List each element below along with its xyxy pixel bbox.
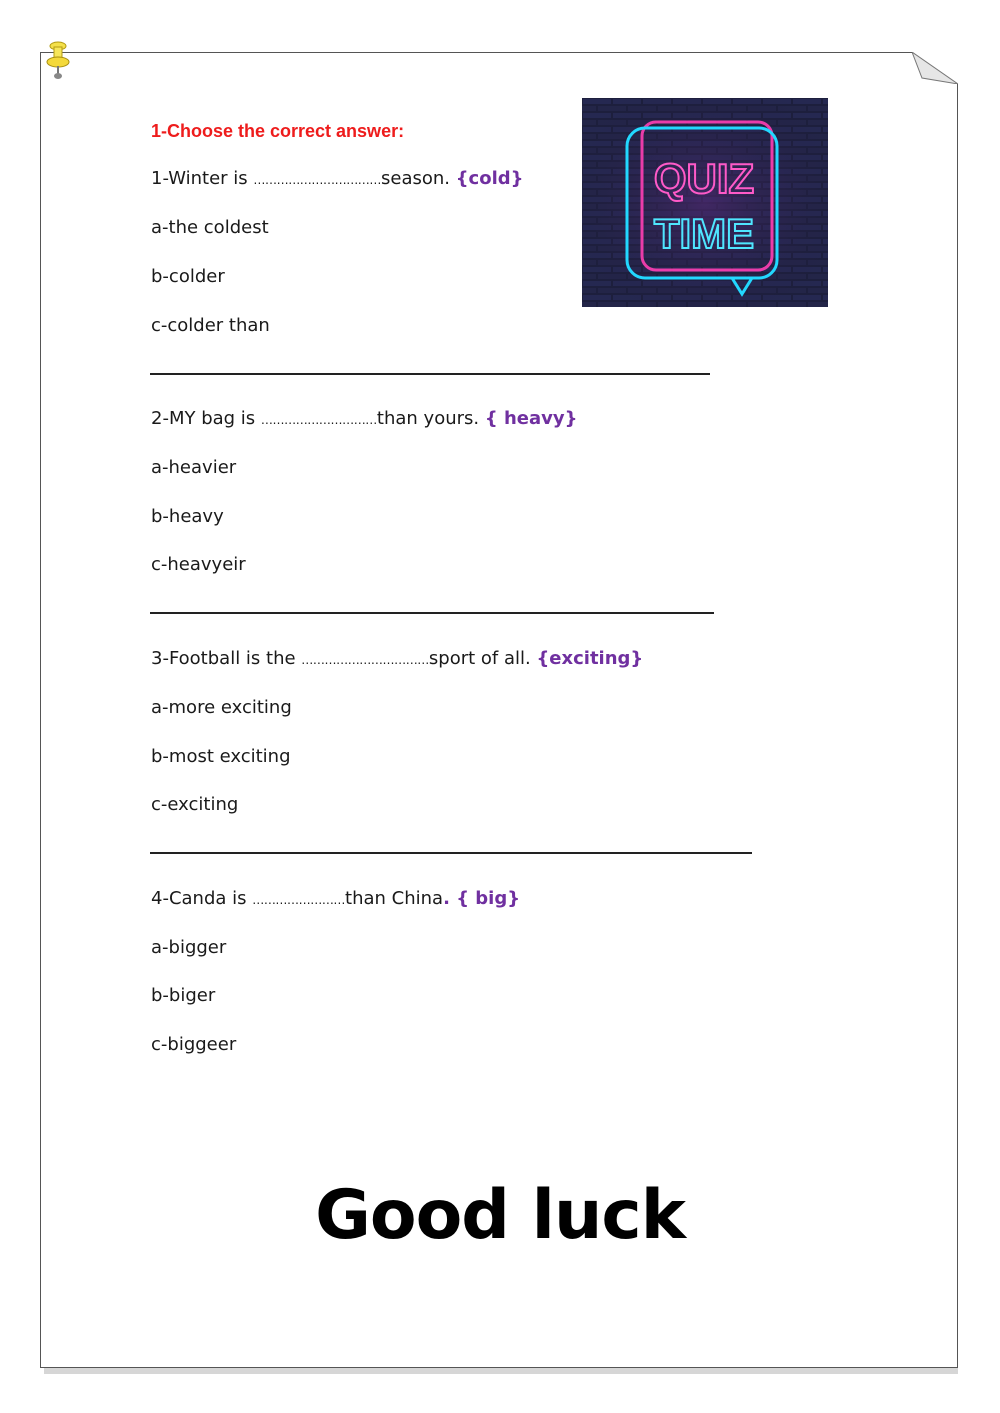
divider-1 <box>150 373 710 375</box>
push-pin-icon <box>44 40 74 82</box>
section-title: 1-Choose the correct answer: <box>151 121 405 141</box>
question-4-prefix: 4-Canda is <box>151 888 253 909</box>
question-1-hint: {cold} <box>455 168 524 189</box>
question-4-option-c[interactable]: c-biggeer <box>151 1034 237 1055</box>
good-luck-heading: Good luck <box>315 1176 685 1255</box>
question-4 <box>151 888 520 909</box>
question-2 <box>151 408 577 429</box>
quiz-word: QUIZ <box>653 155 755 202</box>
question-4-hint: { big} <box>456 888 521 909</box>
question-1-option-a[interactable]: a-the coldest <box>151 217 269 238</box>
question-3-option-a[interactable]: a-more exciting <box>151 697 292 718</box>
divider-2 <box>150 612 714 614</box>
question-3-blank: …………………………… <box>301 653 429 667</box>
question-2-option-a[interactable]: a-heavier <box>151 457 237 478</box>
question-2-option-b[interactable]: b-heavy <box>151 506 224 527</box>
question-4-option-b[interactable]: b-biger <box>151 985 216 1006</box>
question-3-option-c[interactable]: c-exciting <box>151 794 239 815</box>
question-3 <box>151 648 643 669</box>
question-3-option-b[interactable]: b-most exciting <box>151 746 291 767</box>
page-corner-fold <box>912 52 958 84</box>
question-1-blank: …………………………… <box>253 173 381 187</box>
time-word: TIME <box>653 210 755 257</box>
question-2-suffix: than yours <box>376 408 474 429</box>
page-shadow <box>44 1368 958 1374</box>
question-2-prefix: 2-MY bag is <box>151 408 261 429</box>
quiz-time-neon-image <box>582 98 828 307</box>
question-1-suffix: season. <box>381 168 456 189</box>
divider-3 <box>150 852 752 854</box>
question-1-prefix: 1-Winter is <box>151 168 254 189</box>
question-1-option-c[interactable]: c-colder than <box>151 315 270 336</box>
question-4-punct: . <box>443 888 457 909</box>
question-3-hint: {exciting} <box>536 648 644 669</box>
question-1 <box>151 168 523 189</box>
question-2-hint: { heavy} <box>484 408 578 429</box>
question-3-prefix: 3-Football is the <box>151 648 302 669</box>
question-4-blank: …………………… <box>252 893 346 907</box>
question-2-option-c[interactable]: c-heavyeir <box>151 554 246 575</box>
question-4-option-a[interactable]: a-bigger <box>151 937 227 958</box>
question-3-punct: . <box>525 648 537 669</box>
question-2-punct: . <box>473 408 485 429</box>
question-4-suffix: than China <box>345 888 444 909</box>
question-3-suffix: sport of all <box>428 648 526 669</box>
question-2-blank: ………………………… <box>260 413 377 427</box>
question-1-option-b[interactable]: b-colder <box>151 266 225 287</box>
